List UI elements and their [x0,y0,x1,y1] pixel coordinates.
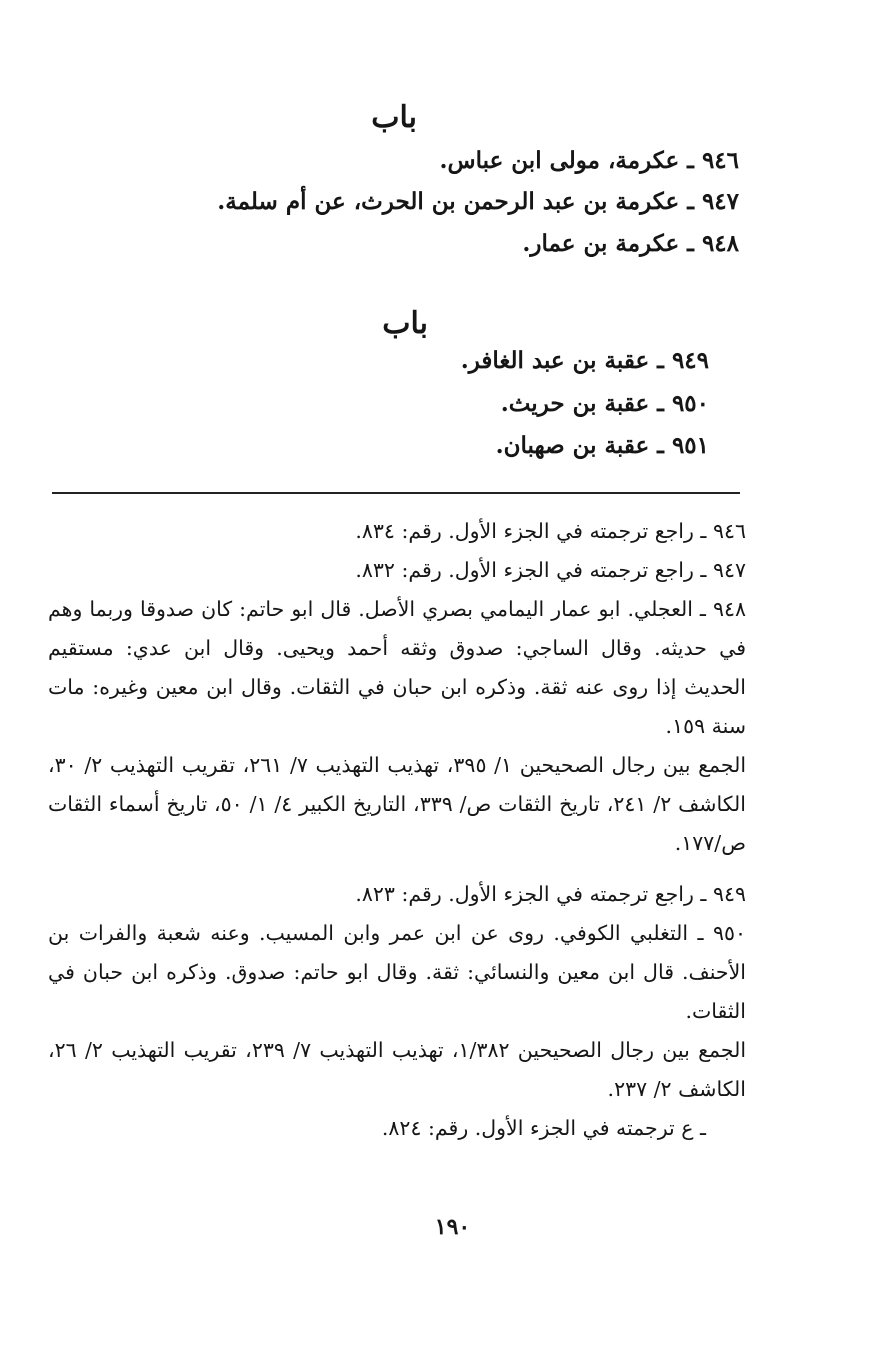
note-947: ٩٤٧ ـ راجع ترجمته في الجزء الأول. رقم: ٨٣٢. [355,558,746,582]
entry-951: ٩٥١ ـ عقبة بن صهبان. [495,432,709,459]
footnote-divider [52,492,740,494]
footnotes [48,512,746,1148]
note-950-references: الجمع بين رجال الصحيحين ١/٣٨٢، تهذيب التهذيب ٧/ ٢٣٩، تقريب التهذيب ٢/ ٢٦، الكاشف ٢/ ٢٣٧. [48,1038,747,1101]
entry-950: ٩٥٠ ـ عقبة بن حريث. [500,390,709,417]
section-title: باب [371,100,417,135]
entry-946: ٩٤٦ ـ عكرمة، مولى ابن عباس. [439,147,739,174]
note-951: ـ ع ترجمته في الجزء الأول. رقم: ٨٢٤. [381,1116,706,1140]
entry-948: ٩٤٨ ـ عكرمة بن عمار. [522,230,739,257]
entry-949: ٩٤٩ ـ عقبة بن عبد الغافر. [460,347,709,374]
note-948-references: الجمع بين رجال الصحيحين ١/ ٣٩٥، تهذيب التهذيب ٧/ ٢٦١، تقريب التهذيب ٢/ ٣٠، الكاشف ٢/ ٢٤١، تاريخ الثقات ص/ ٣٣٩، التاريخ الكبير ٤/ ١/ ٥٠، تاريخ أسماء الثقات ص/١٧٧. [48,753,747,855]
page-number: ١٩٠ [434,1214,471,1240]
note-948: ٩٤٨ ـ العجلي. ابو عمار اليمامي بصري الأصل. قال ابو حاتم: كان صدوقا وربما وهم في حديثه. وقال الساجي: صدوق وثقه أحمد ويحيى. وقال ابن عدي: مستقيم الحديث إذا روى عنه ثقة. وذكره ابن حبان في الثقات. وقال ابن معين وغيره: مات سنة ١٥٩. [48,597,746,738]
note-950: ٩٥٠ ـ التغلبي الكوفي. روى عن ابن عمر وابن المسيب. وعنه شعبة والفرات بن الأحنف. قال ابن معين والنسائي: ثقة. وقال ابو حاتم: صدوق. وذكره ابن حبان في الثقات. [48,921,746,1023]
note-949: ٩٤٩ ـ راجع ترجمته في الجزء الأول. رقم: ٨٢٣. [355,882,746,906]
entry-947: ٩٤٧ ـ عكرمة بن عبد الرحمن بن الحرث، عن أم سلمة. [217,188,739,215]
section-title: باب [382,306,428,341]
note-946: ٩٤٦ ـ راجع ترجمته في الجزء الأول. رقم: ٨٣٤. [355,519,746,543]
